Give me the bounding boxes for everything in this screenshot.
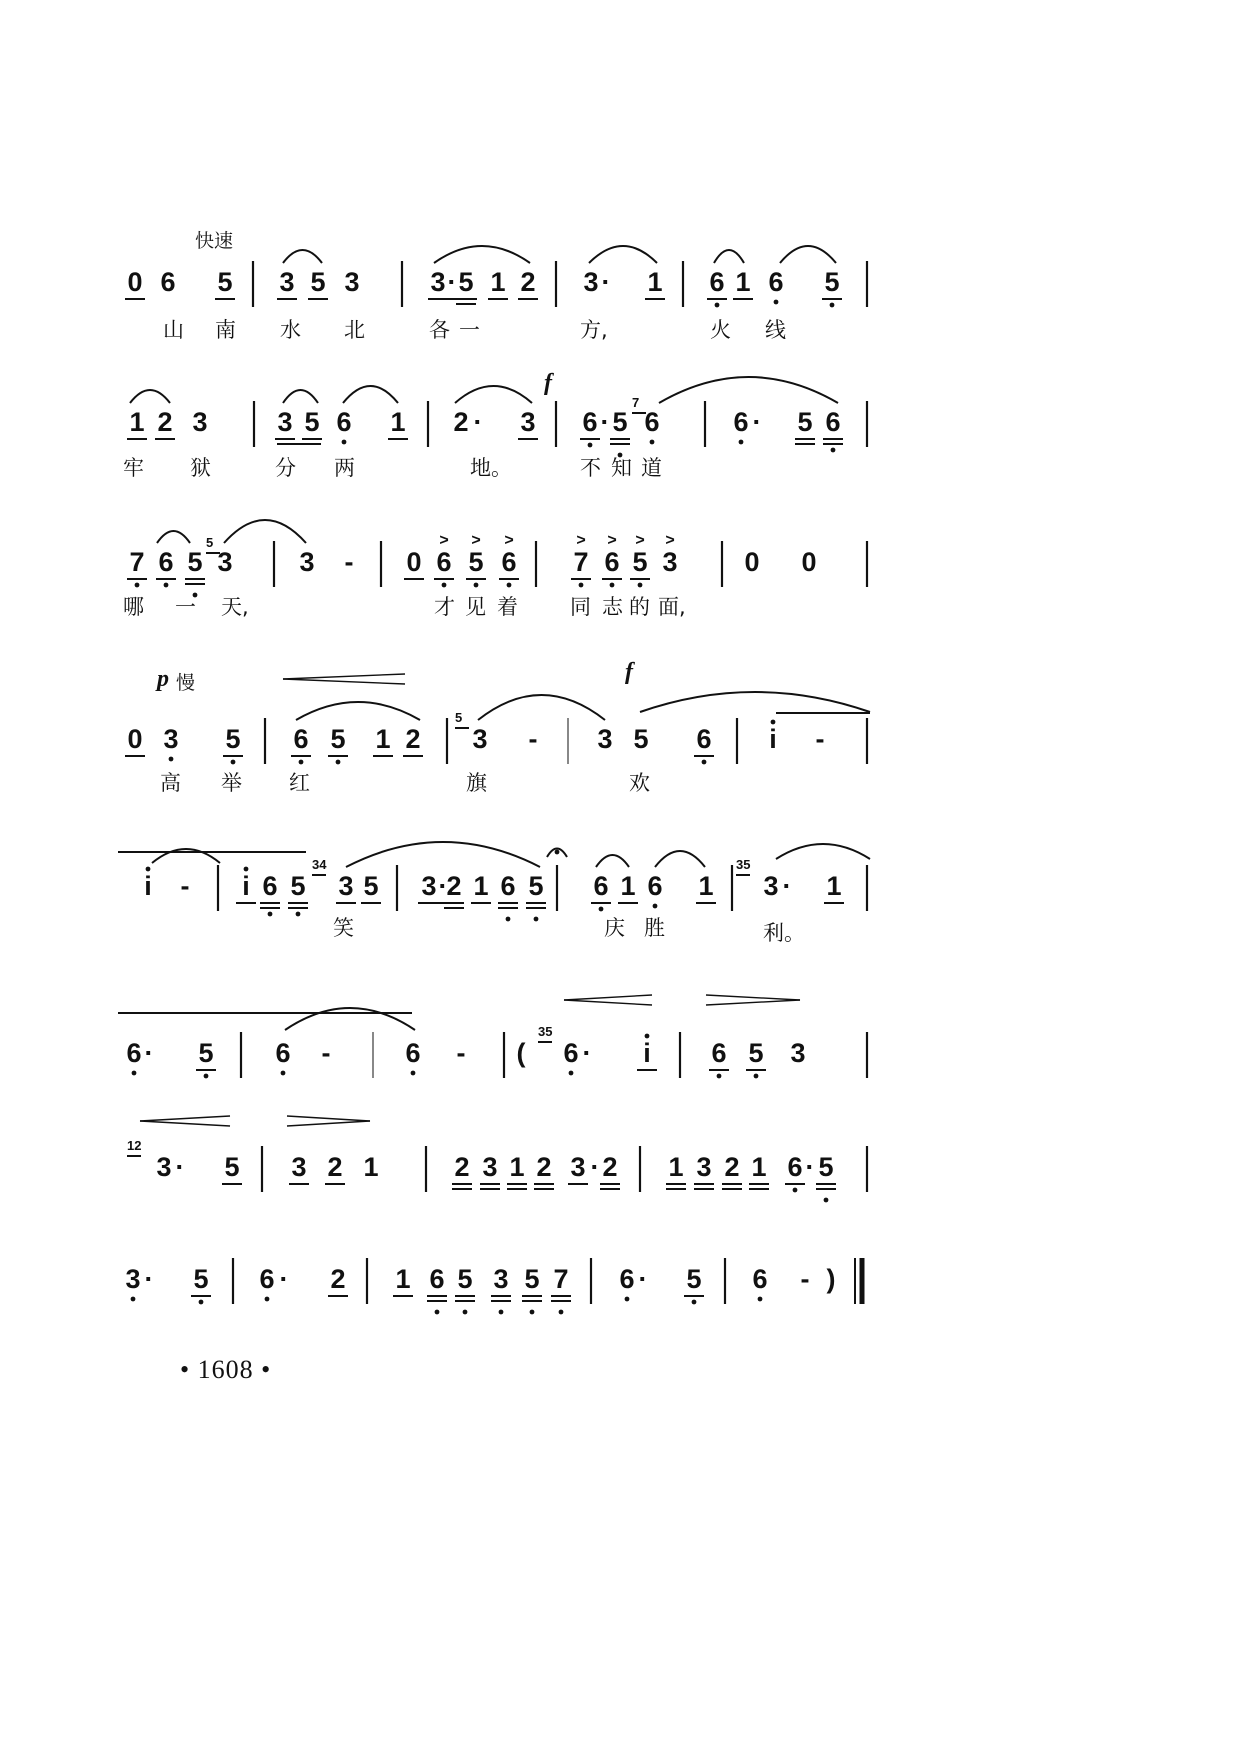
lyric-syllable: 北 xyxy=(344,318,365,342)
low-octave-dot xyxy=(199,1300,204,1305)
accent-mark: > xyxy=(439,532,449,549)
note-6: 6 xyxy=(604,547,620,577)
crescendo-hairpin xyxy=(140,1121,230,1126)
lyric-syllable: 水 xyxy=(280,318,301,342)
note-5: 5 xyxy=(290,871,306,901)
augmentation-dot: · xyxy=(144,1264,154,1294)
lyric-syllable: 胜 xyxy=(644,916,665,940)
slur xyxy=(434,246,530,263)
note-1: 1 xyxy=(473,871,489,901)
note-2: 2 xyxy=(724,1152,740,1182)
augmentation-dot: · xyxy=(582,1038,592,1068)
low-octave-dot xyxy=(204,1074,209,1079)
lyric-syllable: 才 xyxy=(434,595,455,619)
note-5: 5 xyxy=(198,1038,214,1068)
note-6: 6 xyxy=(336,407,352,437)
crescendo-hairpin xyxy=(564,1000,652,1005)
note-0: 0 xyxy=(127,724,143,754)
lyric-syllable: 庆 xyxy=(604,916,625,940)
note-2: 2 xyxy=(453,407,469,437)
note-1: 1 xyxy=(375,724,391,754)
augmentation-dot: · xyxy=(638,1264,648,1294)
note-5: 5 xyxy=(224,1152,240,1182)
low-octave-dot xyxy=(754,1074,759,1079)
augmentation-dot: · xyxy=(601,267,611,297)
note-6: 6 xyxy=(563,1038,579,1068)
note-6: 6 xyxy=(405,1038,421,1068)
note-1: 1 xyxy=(826,871,842,901)
note-3: 3 xyxy=(338,871,354,901)
slur xyxy=(589,246,657,263)
slur xyxy=(776,844,870,859)
note-2: 2 xyxy=(405,724,421,754)
slur xyxy=(596,855,629,867)
note-6: 6 xyxy=(275,1038,291,1068)
lyric-syllable: 一 xyxy=(459,318,480,342)
dynamic-forte-1: f xyxy=(544,370,552,396)
note-1: 1 xyxy=(490,267,506,297)
note-6: 6 xyxy=(619,1264,635,1294)
augmentation-dot: · xyxy=(144,1038,154,1068)
lyric-syllable: 高 xyxy=(160,771,181,795)
accent-mark: > xyxy=(665,532,675,549)
low-octave-dot xyxy=(610,583,615,588)
dash-hold: - xyxy=(180,871,190,901)
note-1: 1 xyxy=(668,1152,684,1182)
note-3: 3 xyxy=(696,1152,712,1182)
low-octave-dot xyxy=(650,440,655,445)
note-0: 0 xyxy=(406,547,422,577)
slur xyxy=(346,842,540,867)
low-octave-dot xyxy=(793,1188,798,1193)
accent-mark: > xyxy=(471,532,481,549)
note-i: i xyxy=(643,1038,651,1068)
note-6: 6 xyxy=(593,871,609,901)
lyric-syllable: 见 xyxy=(465,595,486,619)
low-octave-dot xyxy=(569,1071,574,1076)
note-3: 3 xyxy=(430,267,446,297)
note-6: 6 xyxy=(644,407,660,437)
low-octave-dot xyxy=(758,1297,763,1302)
slur xyxy=(296,702,420,720)
grace-note: 35 xyxy=(538,1024,553,1039)
dash-hold: - xyxy=(456,1038,466,1068)
note-3: 3 xyxy=(763,871,779,901)
note-5: 5 xyxy=(632,547,648,577)
slur xyxy=(285,1008,415,1030)
low-octave-dot xyxy=(774,300,779,305)
note-6: 6 xyxy=(500,871,516,901)
note-3: 3 xyxy=(421,871,437,901)
lyric-syllable: 道 xyxy=(641,456,662,480)
note-1: 1 xyxy=(129,407,145,437)
note-5: 5 xyxy=(363,871,379,901)
low-octave-dot-2 xyxy=(824,1198,829,1203)
note-3: 3 xyxy=(520,407,536,437)
lyric-syllable: 各 xyxy=(429,318,450,342)
accent-mark: > xyxy=(635,532,645,549)
slur xyxy=(224,520,306,543)
note-5: 5 xyxy=(330,724,346,754)
grace-note: 35 xyxy=(736,857,751,872)
low-octave-dot xyxy=(588,443,593,448)
low-octave-dot xyxy=(702,760,707,765)
accent-mark: > xyxy=(576,532,586,549)
lyric-syllable: 哪 xyxy=(123,595,144,619)
decrescendo-hairpin xyxy=(706,995,800,1000)
low-octave-dot xyxy=(638,583,643,588)
note-3: 3 xyxy=(277,407,293,437)
note-1: 1 xyxy=(620,871,636,901)
note-i: i xyxy=(144,871,152,901)
slur xyxy=(478,695,605,720)
lyric-syllable: 一 xyxy=(175,595,196,619)
low-octave-dot xyxy=(599,907,604,912)
grace-note: 7 xyxy=(632,395,640,410)
note-3: 3 xyxy=(125,1264,141,1294)
low-octave-dot xyxy=(265,1297,270,1302)
grace-note: 34 xyxy=(312,857,327,872)
note-5: 5 xyxy=(528,871,544,901)
low-octave-dot xyxy=(336,760,341,765)
tempo-marking-fast: 快速 xyxy=(195,230,234,252)
dynamic-piano: p xyxy=(157,666,169,692)
slur xyxy=(283,250,322,263)
note-): ) xyxy=(826,1264,836,1294)
low-octave-dot-2 xyxy=(463,1310,468,1315)
note-6: 6 xyxy=(262,871,278,901)
low-octave-dot xyxy=(579,583,584,588)
fermata-dot xyxy=(555,850,560,855)
note-1: 1 xyxy=(735,267,751,297)
note-5: 5 xyxy=(468,547,484,577)
note-6: 6 xyxy=(293,724,309,754)
dash-hold: - xyxy=(344,547,354,577)
tempo-marking-slow: 慢 xyxy=(176,672,196,694)
low-octave-dot-2 xyxy=(534,917,539,922)
lyric-syllable: 火 xyxy=(710,318,731,342)
slur xyxy=(283,390,318,403)
note-6: 6 xyxy=(126,1038,142,1068)
slur xyxy=(157,531,190,543)
low-octave-dot xyxy=(625,1297,630,1302)
note-3: 3 xyxy=(279,267,295,297)
decrescendo-hairpin xyxy=(287,1121,370,1126)
note-5: 5 xyxy=(824,267,840,297)
low-octave-dot xyxy=(164,583,169,588)
note-0: 0 xyxy=(744,547,760,577)
note-3: 3 xyxy=(482,1152,498,1182)
low-octave-dot xyxy=(281,1071,286,1076)
note-(: ( xyxy=(516,1038,526,1068)
note-2: 2 xyxy=(330,1264,346,1294)
low-octave-dot xyxy=(474,583,479,588)
augmentation-dot: · xyxy=(752,407,762,437)
note-5: 5 xyxy=(304,407,320,437)
augmentation-dot: · xyxy=(447,267,457,297)
note-2: 2 xyxy=(446,871,462,901)
lyric-syllable: 牢 xyxy=(123,456,144,480)
low-octave-dot-2 xyxy=(559,1310,564,1315)
lyric-syllable: 面, xyxy=(658,595,686,619)
augmentation-dot: · xyxy=(175,1152,185,1182)
slur xyxy=(640,692,870,712)
note-6: 6 xyxy=(787,1152,803,1182)
low-octave-dot xyxy=(831,448,836,453)
lyric-syllable: 知 xyxy=(611,456,632,480)
note-6: 6 xyxy=(768,267,784,297)
note-5: 5 xyxy=(187,547,203,577)
note-6: 6 xyxy=(647,871,663,901)
slur xyxy=(130,390,170,403)
low-octave-dot xyxy=(739,440,744,445)
lyric-syllable: 的 xyxy=(629,595,650,619)
note-5: 5 xyxy=(633,724,649,754)
lyric-syllable: 着 xyxy=(497,595,518,619)
grace-note: 12 xyxy=(127,1138,142,1153)
page-number: • 1608 • xyxy=(180,1355,272,1384)
note-5: 5 xyxy=(217,267,233,297)
dash-hold: - xyxy=(815,724,825,754)
note-3: 3 xyxy=(790,1038,806,1068)
decrescendo-hairpin xyxy=(287,1116,370,1121)
low-octave-dot xyxy=(169,757,174,762)
slur xyxy=(655,851,705,867)
note-5: 5 xyxy=(457,1264,473,1294)
lyric-syllable: 分 xyxy=(275,456,296,480)
note-3: 3 xyxy=(217,547,233,577)
note-3: 3 xyxy=(291,1152,307,1182)
low-octave-dot xyxy=(507,583,512,588)
lyric-syllable: 举 xyxy=(221,771,242,795)
low-octave-dot xyxy=(653,904,658,909)
note-1: 1 xyxy=(698,871,714,901)
note-i: i xyxy=(242,871,250,901)
lyric-syllable: 狱 xyxy=(190,456,211,480)
low-octave-dot xyxy=(299,760,304,765)
crescendo-hairpin xyxy=(283,679,405,684)
note-5: 5 xyxy=(458,267,474,297)
note-6: 6 xyxy=(696,724,712,754)
note-5: 5 xyxy=(524,1264,540,1294)
lyric-syllable: 笑 xyxy=(333,916,354,940)
lyric-syllable: 欢 xyxy=(629,771,650,795)
lyric-syllable: 天, xyxy=(221,595,249,619)
note-6: 6 xyxy=(259,1264,275,1294)
note-1: 1 xyxy=(647,267,663,297)
note-0: 0 xyxy=(127,267,143,297)
note-3: 3 xyxy=(156,1152,172,1182)
low-octave-dot-2 xyxy=(530,1310,535,1315)
note-6: 6 xyxy=(825,407,841,437)
grace-note: 5 xyxy=(455,710,463,725)
lyric-syllable: 同 xyxy=(570,595,591,619)
low-octave-dot xyxy=(830,303,835,308)
low-octave-dot xyxy=(411,1071,416,1076)
low-octave-dot xyxy=(715,303,720,308)
note-5: 5 xyxy=(748,1038,764,1068)
slur xyxy=(780,246,836,263)
augmentation-dot: · xyxy=(805,1152,815,1182)
note-6: 6 xyxy=(160,267,176,297)
lyric-syllable: 不 xyxy=(580,456,601,480)
note-6: 6 xyxy=(711,1038,727,1068)
lyric-syllable: 线 xyxy=(765,318,786,342)
note-5: 5 xyxy=(310,267,326,297)
note-1: 1 xyxy=(363,1152,379,1182)
low-octave-dot xyxy=(135,583,140,588)
note-3: 3 xyxy=(662,547,678,577)
note-6: 6 xyxy=(158,547,174,577)
augmentation-dot: · xyxy=(782,871,792,901)
low-octave-dot xyxy=(442,583,447,588)
slur xyxy=(455,386,532,403)
low-octave-dot xyxy=(131,1297,136,1302)
lyric-syllable: 红 xyxy=(289,771,310,795)
note-3: 3 xyxy=(597,724,613,754)
augmentation-dot: · xyxy=(600,407,610,437)
note-6: 6 xyxy=(733,407,749,437)
note-3: 3 xyxy=(493,1264,509,1294)
note-3: 3 xyxy=(472,724,488,754)
slur xyxy=(659,377,838,403)
note-2: 2 xyxy=(157,407,173,437)
lyric-syllable: 志 xyxy=(602,595,623,619)
slur xyxy=(714,250,744,263)
lyric-syllable: 南 xyxy=(215,318,236,342)
dynamic-forte-2: f xyxy=(625,659,633,685)
note-6: 6 xyxy=(752,1264,768,1294)
note-7: 7 xyxy=(553,1264,569,1294)
low-octave-dot-2 xyxy=(435,1310,440,1315)
note-3: 3 xyxy=(299,547,315,577)
augmentation-dot: · xyxy=(279,1264,289,1294)
note-6: 6 xyxy=(429,1264,445,1294)
lyric-syllable: 利。 xyxy=(763,921,805,945)
note-2: 2 xyxy=(536,1152,552,1182)
note-2: 2 xyxy=(602,1152,618,1182)
crescendo-hairpin xyxy=(283,674,405,679)
note-2: 2 xyxy=(520,267,536,297)
lyric-syllable: 山 xyxy=(163,318,184,342)
note-3: 3 xyxy=(163,724,179,754)
low-octave-dot xyxy=(268,912,273,917)
low-octave-dot xyxy=(342,440,347,445)
note-3: 3 xyxy=(344,267,360,297)
crescendo-hairpin xyxy=(564,995,652,1000)
crescendo-hairpin xyxy=(140,1116,230,1121)
dash-hold: - xyxy=(321,1038,331,1068)
note-3: 3 xyxy=(192,407,208,437)
lyric-syllable: 地。 xyxy=(470,456,512,480)
note-6: 6 xyxy=(436,547,452,577)
note-2: 2 xyxy=(327,1152,343,1182)
note-5: 5 xyxy=(818,1152,834,1182)
note-5: 5 xyxy=(225,724,241,754)
low-octave-dot xyxy=(132,1071,137,1076)
lyric-syllable: 方, xyxy=(580,318,608,342)
note-7: 7 xyxy=(129,547,145,577)
decrescendo-hairpin xyxy=(706,1000,800,1005)
note-7: 7 xyxy=(573,547,589,577)
lyric-syllable: 旗 xyxy=(466,771,487,795)
note-1: 1 xyxy=(395,1264,411,1294)
note-1: 1 xyxy=(751,1152,767,1182)
augmentation-dot: · xyxy=(438,871,448,901)
grace-note: 5 xyxy=(206,535,214,550)
slur xyxy=(343,386,398,403)
note-3: 3 xyxy=(570,1152,586,1182)
note-5: 5 xyxy=(193,1264,209,1294)
note-5: 5 xyxy=(686,1264,702,1294)
augmentation-dot: · xyxy=(473,407,483,437)
dash-hold: - xyxy=(528,724,538,754)
accent-mark: > xyxy=(607,532,617,549)
note-0: 0 xyxy=(801,547,817,577)
low-octave-dot xyxy=(296,912,301,917)
lyric-syllable: 两 xyxy=(334,456,355,480)
low-octave-dot-2 xyxy=(506,917,511,922)
note-i: i xyxy=(769,724,777,754)
augmentation-dot: · xyxy=(590,1152,600,1182)
note-6: 6 xyxy=(709,267,725,297)
note-5: 5 xyxy=(797,407,813,437)
low-octave-dot xyxy=(231,760,236,765)
dash-hold: - xyxy=(800,1264,810,1294)
note-6: 6 xyxy=(501,547,517,577)
note-5: 5 xyxy=(612,407,628,437)
note-1: 1 xyxy=(509,1152,525,1182)
note-2: 2 xyxy=(454,1152,470,1182)
note-3: 3 xyxy=(583,267,599,297)
low-octave-dot xyxy=(692,1300,697,1305)
note-1: 1 xyxy=(390,407,406,437)
accent-mark: > xyxy=(504,532,514,549)
low-octave-dot-2 xyxy=(499,1310,504,1315)
note-6: 6 xyxy=(582,407,598,437)
low-octave-dot xyxy=(717,1074,722,1079)
